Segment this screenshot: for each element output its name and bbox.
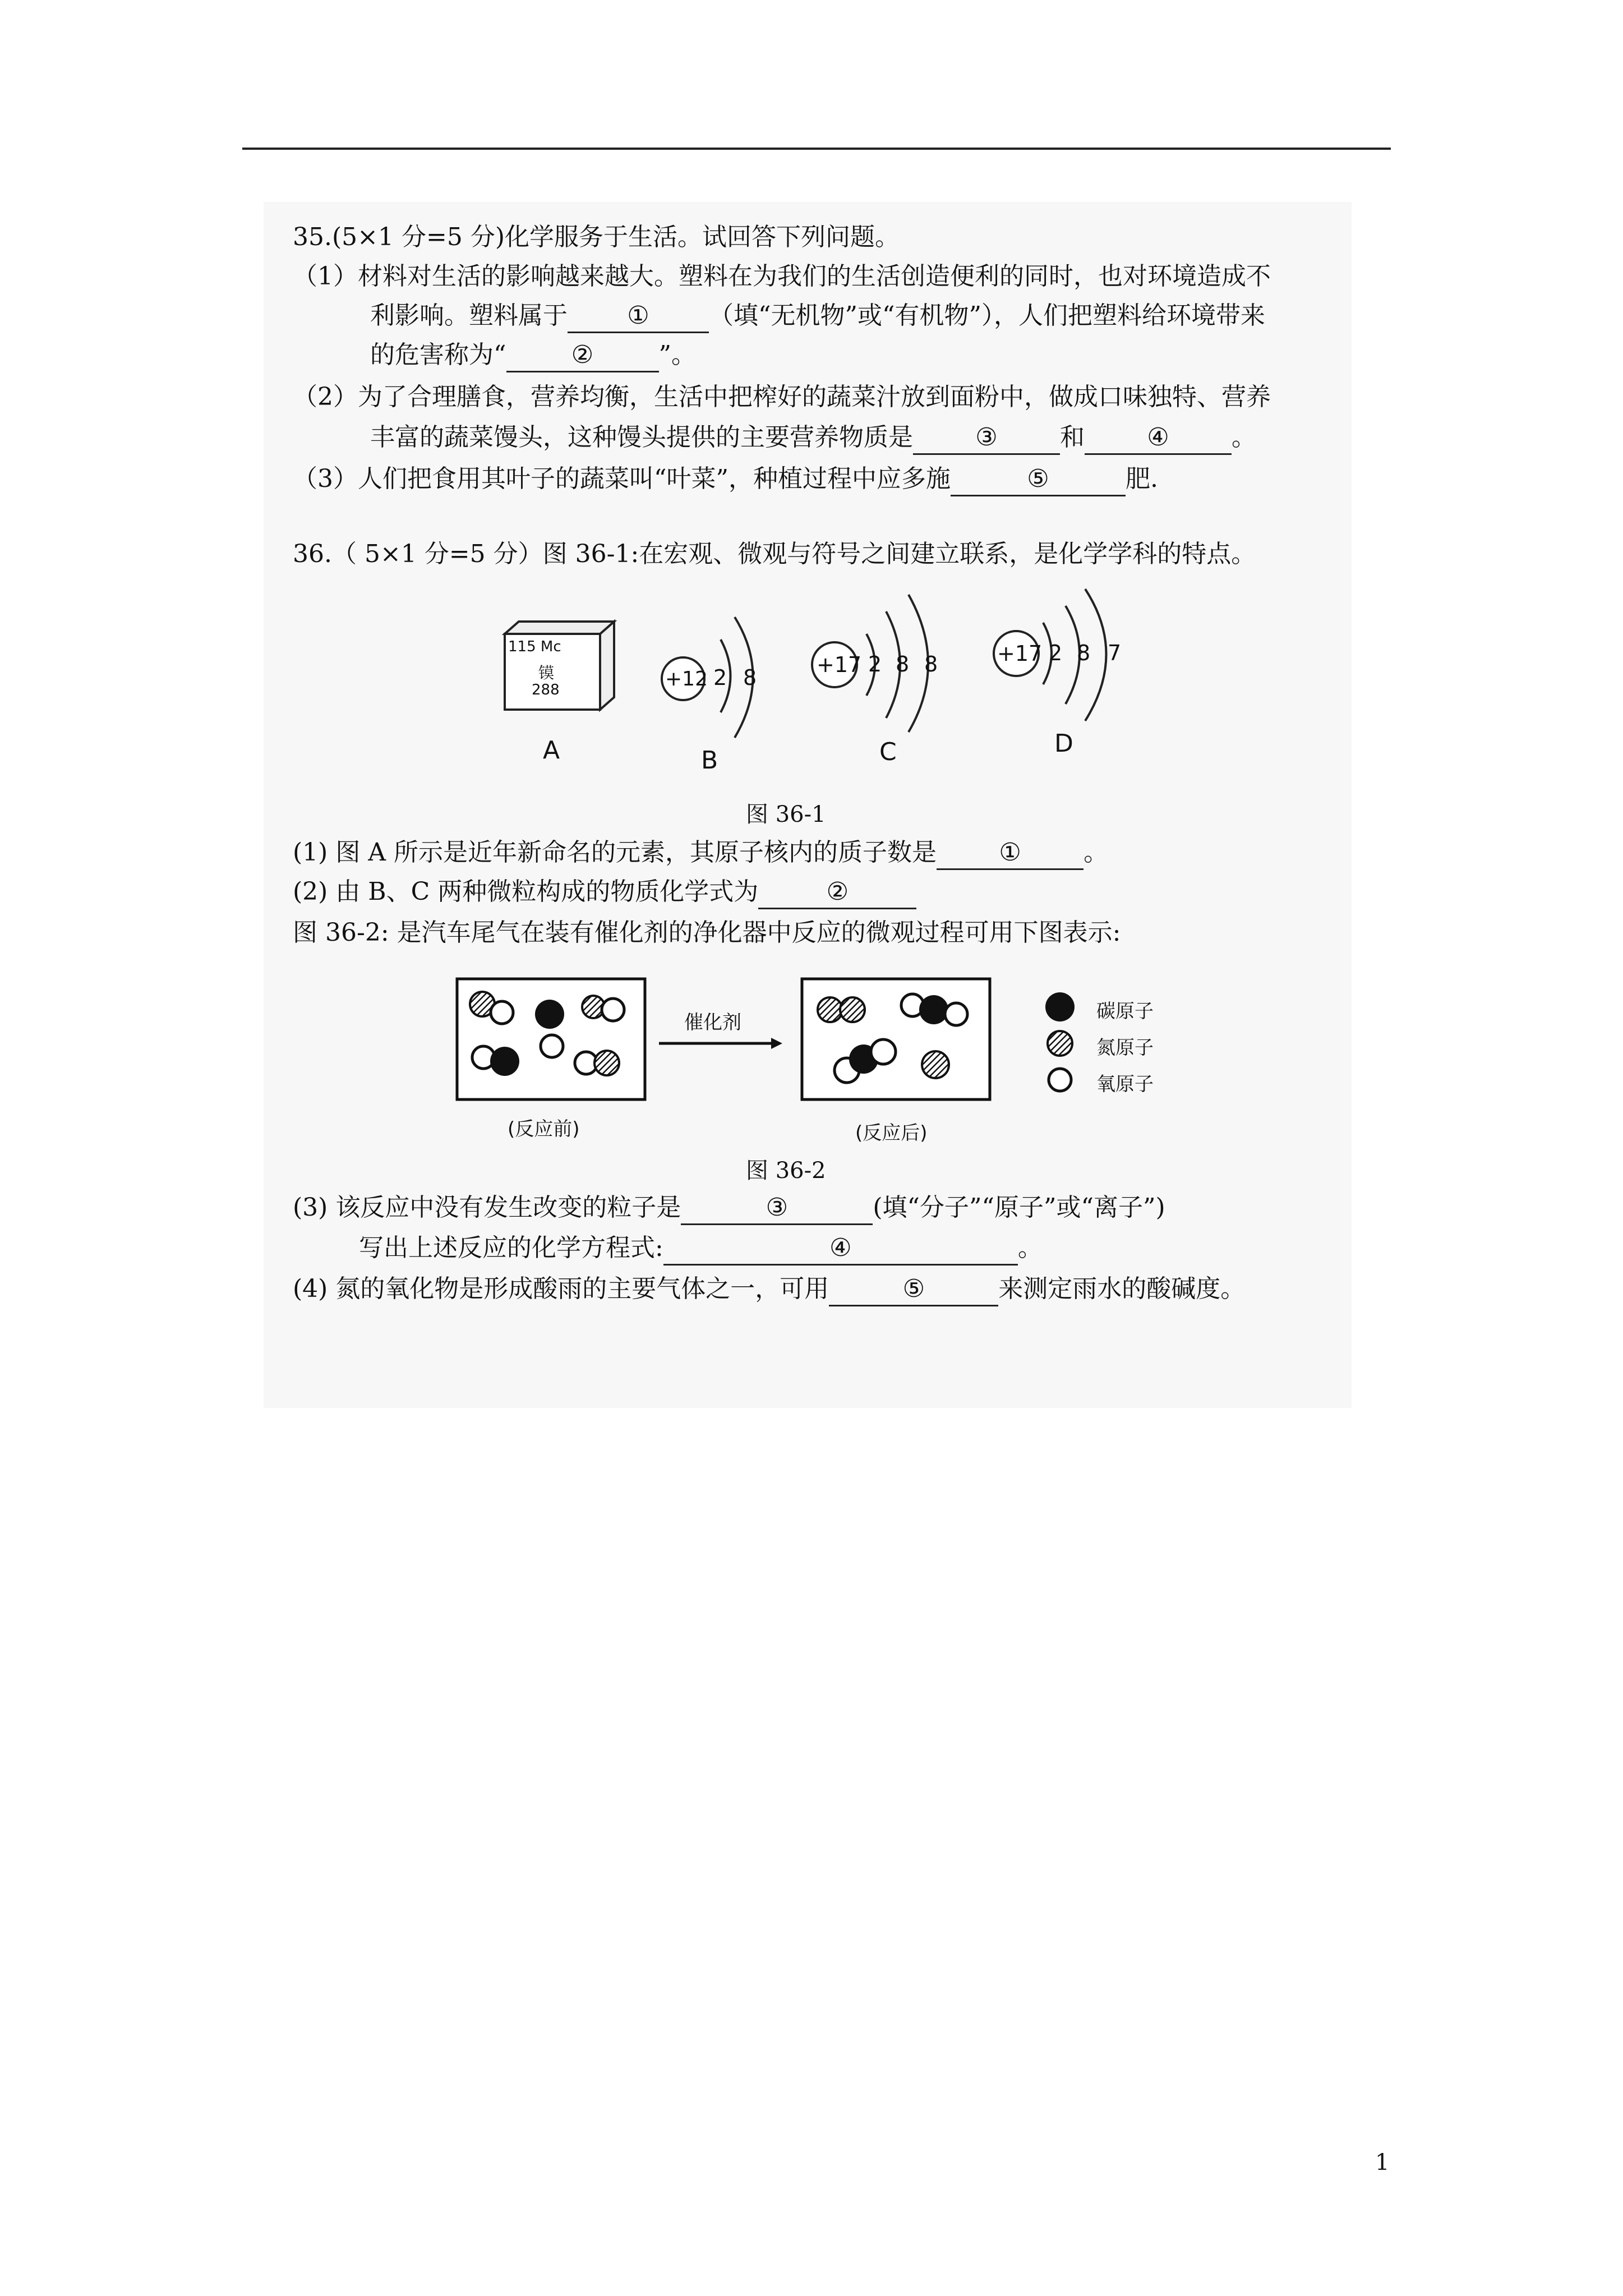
text: 和 [1060,423,1085,452]
legend-carbon-icon [1045,992,1075,1022]
catalyst-label: 催化剂 [684,1011,741,1034]
text: 来测定雨水的酸碱度。 [998,1274,1246,1303]
after-label: (反应后) [855,1122,928,1144]
answer-blank-q36-5[interactable]: ⑤ [829,1273,998,1306]
answer-blank-2[interactable]: ② [506,339,659,372]
text: （填“无机物”或“有机物”），人们把塑料给环境带来 [709,301,1265,330]
atom-c-shell-2: 8 [896,652,910,677]
legend-carbon-label: 碳原子 [1096,1000,1154,1023]
text: 的危害称为“ [370,341,506,369]
label-d: D [1054,729,1073,758]
atom-d-shell-1: 2 [1049,641,1063,665]
cube-symbol: 115 Mc [508,638,561,655]
q36-header: 36.（ 5×1 分=5 分）图 36-1:在宏观、微观与符号之间建立联系，是化学学科的特点。 [293,540,1256,568]
atom-d-shell-3: 7 [1108,641,1122,665]
text: ”。 [658,341,696,369]
q36-s3b [359,1232,1043,1266]
text: (2) 由 B、C 两种微粒构成的物质化学式为 [293,877,759,906]
text: 。 [1232,423,1256,452]
atom-b-shell-2: 8 [743,665,757,690]
text: (填“分子”“原子”或“离子”) [873,1193,1165,1222]
q35-p2-line1: （2）为了合理膳食，营养均衡，生活中把榨好的蔬菜汁放到面粉中，做成口味独特、营养 [293,383,1271,411]
answer-blank-5[interactable]: ⑤ [951,463,1126,496]
text: 写出上述反应的化学方程式: [359,1234,663,1262]
text: 。 [1017,1234,1043,1262]
answer-blank-3[interactable]: ③ [913,422,1060,455]
atom-b-shell-1: 2 [713,665,727,690]
text: （3）人们把食用其叶子的蔬菜叫“叶菜”，种植过程中应多施 [293,464,951,493]
q35-p1-line1: （1）材料对生活的影响越来越大。塑料在为我们的生活创造便利的同时，也对环境造成不 [293,262,1271,291]
q36-s4 [293,1273,1245,1306]
text: 。 [1083,838,1109,867]
answer-blank-q36-3[interactable]: ③ [681,1192,873,1225]
legend-nitrogen-label: 氮原子 [1096,1037,1154,1059]
atom-c-shell-3: 8 [924,652,938,677]
answer-blank-q36-1[interactable]: ① [937,837,1083,870]
label-a: A [543,736,560,765]
text: (3) 该反应中没有发生改变的粒子是 [293,1193,681,1222]
text: 肥. [1125,464,1158,493]
atom-c-shell-1: 2 [868,652,882,677]
text: (4) 氮的氧化物是形成酸雨的主要气体之一，可用 [293,1274,829,1303]
text: 丰富的蔬菜馒头，这种馒头提供的主要营养物质是 [370,423,913,452]
atom-b-nucleus: +12 [665,668,708,691]
page-number: 1 [1375,2150,1390,2175]
text: (1) 图 A 所示是近年新命名的元素，其原子核内的质子数是 [293,838,937,867]
q36-fig2-intro: 图 36-2: 是汽车尾气在装有催化剂的净化器中反应的微观过程可用下图表示: [293,918,1121,947]
atom-d-shell-2: 8 [1077,641,1091,665]
answer-blank-4[interactable]: ④ [1085,422,1232,455]
answer-blank-q36-4[interactable]: ④ [663,1232,1018,1266]
figure-36-2-caption: 图 36-2 [746,1158,826,1184]
cube-mass: 288 [532,682,560,698]
answer-blank-1[interactable]: ① [568,300,709,333]
legend-oxygen-icon [1049,1069,1071,1091]
q35-header: 35.(5×1 分=5 分)化学服务于生活。试回答下列问题。 [293,223,900,251]
legend-nitrogen-icon [1048,1031,1072,1056]
before-label: (反应前) [508,1118,580,1140]
legend-oxygen-label: 氧原子 [1096,1073,1154,1096]
atom-c-nucleus: +17 [817,652,862,677]
label-b: B [701,746,718,775]
atom-d-nucleus: +17 [997,641,1043,666]
answer-blank-q36-2[interactable]: ② [758,876,916,909]
text: 利影响。塑料属于 [370,301,568,330]
figure-36-1-caption: 图 36-1 [746,802,826,827]
cube-name: 镆 [538,664,555,682]
label-c: C [879,738,897,766]
q36-s3 [293,1192,1165,1225]
